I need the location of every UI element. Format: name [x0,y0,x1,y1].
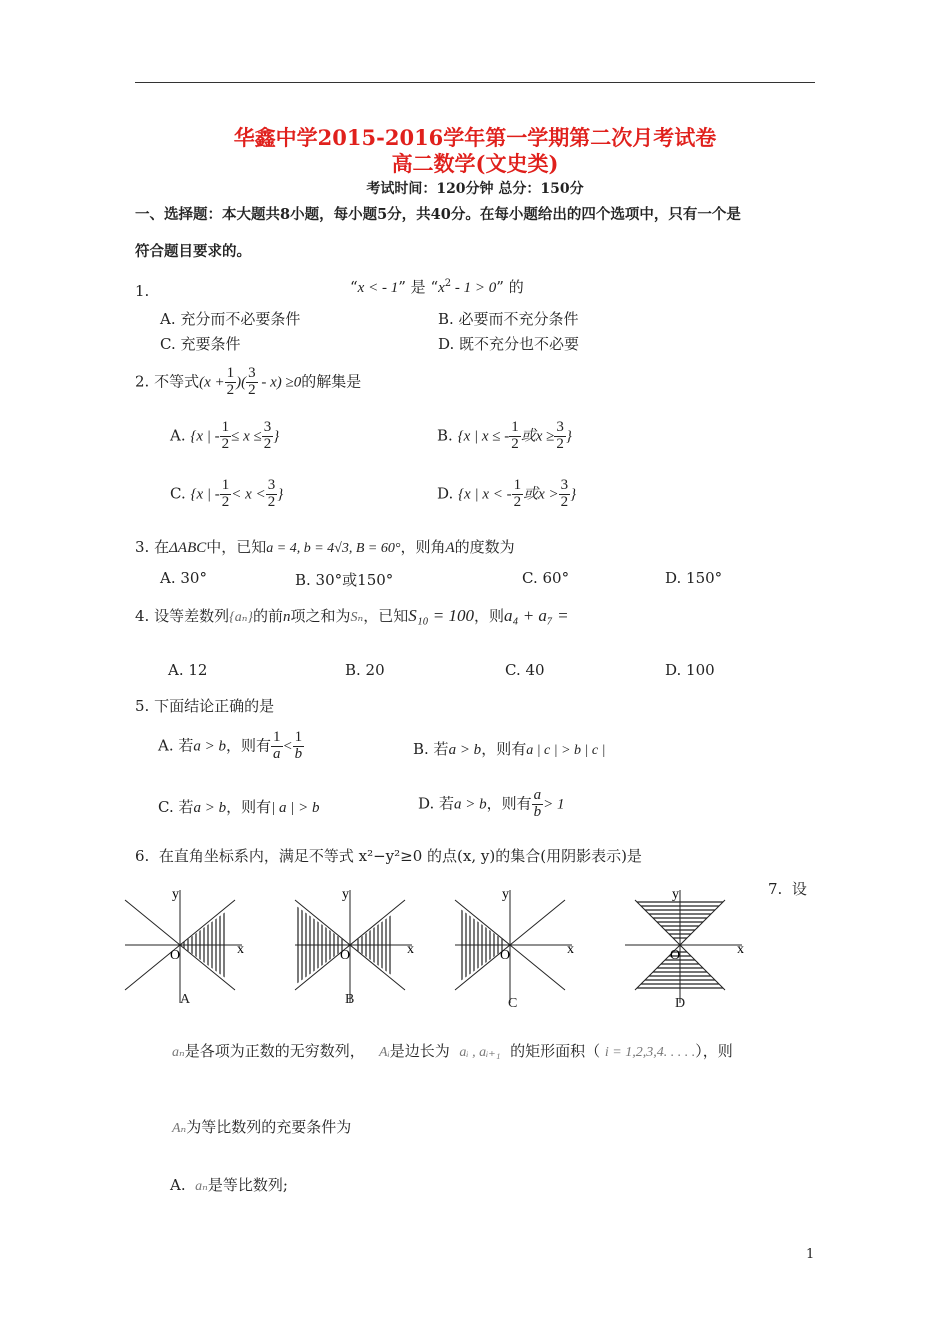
q7-stem-line1: aₙ是各项为正数的无穷数列， Aᵢ是边长为 aᵢ , aᵢ₊₁ 的矩形面积（ i = 1,2,3,4. . . . .），则 [172,1042,733,1060]
q6-graph-c-label: C [508,996,518,1011]
q6-graph-b-label: B [345,992,355,1007]
q3-option-a: A. 30° [160,569,207,587]
q2-option-a: A. {x | - $\frac{1}{2}$ ≤ x ≤ $\frac{3}{2}$ } [170,419,280,452]
q6-graph-b-origin: O [340,948,351,963]
q5-option-d: D. 若a > b，则有 $\frac{a}{b}$ > 1 [418,787,565,820]
q6-graph-d-x-label: x [737,942,744,957]
q6-graph-d-y-label: y [672,887,679,902]
q1-stem: “x < - 1” 是 “$x^2 - 1 > 0$” 的 [350,278,524,296]
q3-stem: 3. 在ΔABC中，已知a = 4, b = 4√3, B = 60°，则角A的度数为 [135,538,515,556]
q4-option-a: A. 12 [168,661,208,679]
q4-option-b: B. 20 [345,661,385,679]
section-intro-line1: 一、选择题：本大题共8小题，每小题5分，共40分。在每小题给出的四个选项中，只有一个是 [135,206,741,223]
q6-stem: 6. 在直角坐标系内，满足不等式 x²−y²≥0 的点(x, y)的集合(用阴影表示)是 [135,847,642,865]
q7-stem-line2: Aₙ为等比数列的充要条件为 [172,1118,352,1136]
q3-option-b: B. 30°或150° [295,571,394,589]
exam-info: 考试时间：120分钟 总分：150分 [366,181,584,197]
q1-number: 1. [135,282,150,300]
q6-graph-d-label: D [675,996,686,1011]
exam-title: 华鑫中学2015-2016学年第一学期第二次月考试卷 [233,125,717,150]
q4-option-d: D. 100 [665,661,715,679]
q7-option-a: A. aₙ是等比数列; [170,1176,288,1194]
q3-option-c: C. 60° [522,569,570,587]
q2-option-c: C. {x | - $\frac{1}{2}$ < x < $\frac{3}{2}$ } [170,477,284,510]
q6-graph-b-y-label: y [342,887,349,902]
q6-graph-c-origin: O [500,948,511,963]
q5-option-c: C. 若a > b，则有| a | > b [158,798,320,816]
q6-graph-a-origin: O [170,948,181,963]
q1-option-b: B. 必要而不充分条件 [438,310,579,328]
q5-option-a: A. 若a > b，则有 $\frac{1}{a}$ < $\frac{1}{b}$ [158,729,303,762]
q3-option-d: D. 150° [665,569,723,587]
q6-graph-c-x-label: x [567,942,574,957]
q4-option-c: C. 40 [505,661,545,679]
q6-graph-a-y-label: y [172,887,179,902]
q2-option-b: B. {x | x ≤ - $\frac{1}{2}$ 或x ≥ $\frac{3}{2}$ } [437,419,572,452]
exam-subtitle: 高二数学(文史类) [391,151,559,176]
header-rule [135,82,815,83]
q6-graph-a-x-label: x [237,942,244,957]
q6-graph-b-x-label: x [407,942,414,957]
page-number: 1 [806,1247,815,1262]
q6-graph-b [290,885,420,1015]
q7-number: 7. 设 [768,880,807,898]
section-intro-line2: 符合题目要求的。 [135,243,251,260]
q4-stem: 4. 设等差数列{aₙ}的前n项之和为Sₙ，已知S₁₀ = 100，则a₄ + a₇ = [135,606,569,625]
q1-option-d: D. 既不充分也不必要 [438,335,580,353]
q2-option-d: D. {x | x < - $\frac{1}{2}$ 或x > $\frac{3}{2}$ } [437,477,577,510]
q2-stem: 2. 不等式(x + $\frac{1}{2}$ )( $\frac{3}{2}$ - x) ≥0的解集是 [135,365,362,398]
q6-graph-a-label: A [180,992,191,1007]
q6-graph-c-y-label: y [502,887,509,902]
q5-option-b: B. 若a > b，则有a | c | > b | c | [413,740,606,758]
q1-option-c: C. 充要条件 [160,335,241,353]
q5-stem: 5. 下面结论正确的是 [135,697,275,715]
q6-graph-d-origin: O [670,948,681,963]
q1-option-a: A. 充分而不必要条件 [160,310,301,328]
